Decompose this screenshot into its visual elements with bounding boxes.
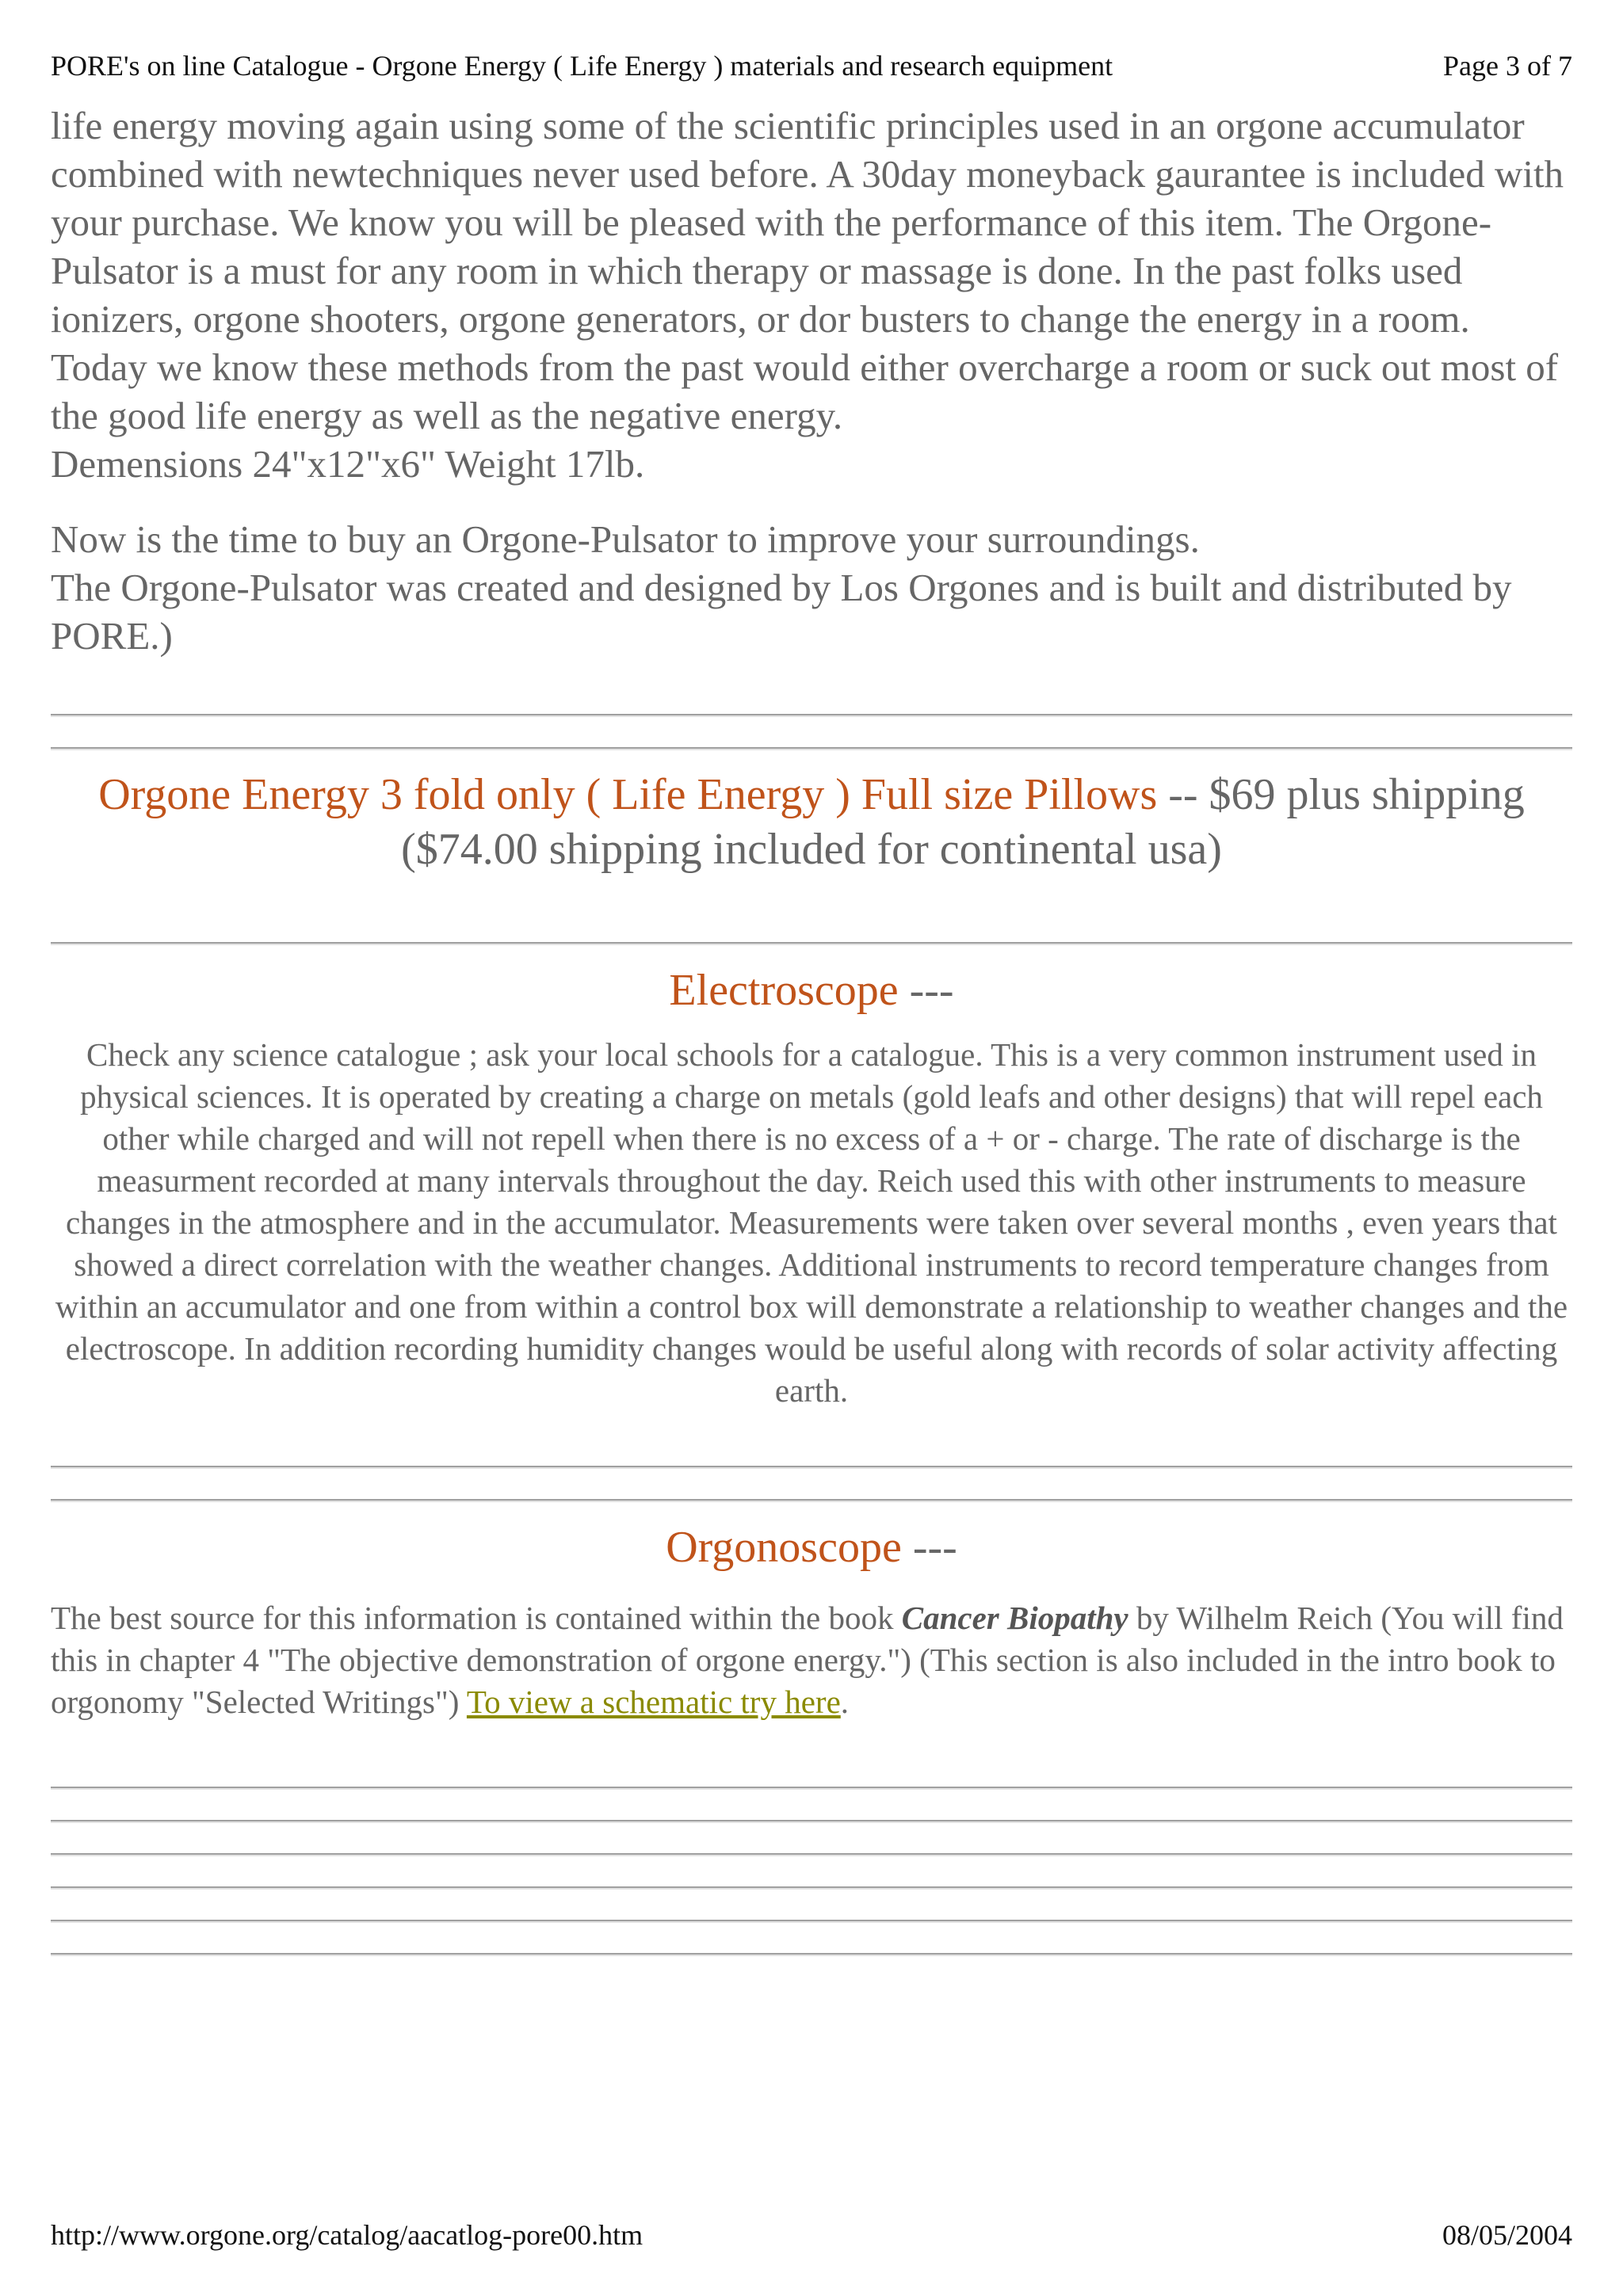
- pillows-shipping-note: ($74.00 shipping included for continental usa): [401, 825, 1222, 874]
- electroscope-body: Check any science catalogue ; ask your local schools for a catalogue. This is a very common instrument used in physical sciences. It is operated by creating a charge on metals (gold leafs and other designs) that will repel each other while charged and will not repell when there is no excess of a + or - charge. The rate of discharge is the measurment recorded at many intervals throughout the day. Reich used this with other instruments to measure changes in the atmosphere and in the accumulator. Measurements were taken over several months , even years that showed a direct correlation with the weather changes. Additional instruments to record temperature changes from within an accumulator and one from within a control box will demonstrate a relationship to weather changes and the electroscope. In addition recording humidity changes would be useful along with records of solar activity affecting earth.: [55, 1036, 1568, 1409]
- print-date: 08/05/2004: [1442, 2219, 1572, 2251]
- print-header: [51, 49, 1572, 89]
- pillows-name: Orgone Energy 3 fold only ( Life Energy ) Full size Pillows: [98, 770, 1158, 819]
- pulsator-section: [51, 101, 1572, 660]
- divider: [51, 942, 1572, 945]
- orgonoscope-period: .: [840, 1684, 850, 1720]
- pulsator-dimensions: Demensions 24"x12"x6" Weight 17lb.: [51, 442, 645, 486]
- pulsator-credit: The Orgone-Pulsator was created and designed by Los Orgones and is built and distributed by PORE.): [51, 566, 1512, 658]
- schematic-link[interactable]: To view a schematic try here: [466, 1684, 841, 1720]
- main-content: [51, 101, 1572, 1956]
- page-url: http://www.orgone.org/catalog/aacatlog-pore00.htm: [51, 2219, 643, 2251]
- pillows-section: [51, 768, 1572, 877]
- divider: [51, 1787, 1572, 1790]
- orgonoscope-text-after: by Wilhelm Reich (You will find this in chapter 4 "The objective demonstration of orgone energy.") (This section is also included in the intro book to orgonomy "Selected Writings"): [51, 1600, 1564, 1720]
- pulsator-buy-line: Now is the time to buy an Orgone-Pulsator to improve your surroundings.: [51, 517, 1200, 561]
- electroscope-title: Electroscope: [669, 966, 899, 1015]
- divider: [51, 1820, 1572, 1823]
- page-number: Page 3 of 7: [1443, 50, 1572, 82]
- pulsator-description: [51, 101, 1572, 488]
- divider: [51, 747, 1572, 750]
- divider: [51, 1499, 1572, 1502]
- electroscope-dashes: ---: [909, 966, 954, 1015]
- orgonoscope-section: [51, 1520, 1572, 1723]
- pillows-price: -- $69 plus shipping: [1168, 770, 1525, 819]
- divider: [51, 1920, 1572, 1923]
- orgonoscope-heading: [51, 1520, 1572, 1575]
- divider: [51, 1886, 1572, 1890]
- electroscope-section: [51, 963, 1572, 1412]
- pulsator-paragraph: life energy moving again using some of the scientific principles used in an orgone accumulator combined with newtechniques never used before. A 30day moneyback gaurantee is included with your purchase. We know you will be pleased with the performance of this item. The Orgone-Pulsator is a must for any room in which therapy or massage is done. In the past folks used ionizers, orgone shooters, orgone generators, or dor busters to change the energy in a room. Today we know these methods from the past would either overcharge a room or suck out most of the good life energy as well as the negative energy.: [51, 104, 1564, 437]
- divider: [51, 714, 1572, 717]
- orgonoscope-dashes: ---: [912, 1523, 957, 1572]
- print-footer: [51, 2218, 1572, 2258]
- pulsator-buy-text: [51, 515, 1572, 660]
- orgonoscope-title: Orgonoscope: [666, 1523, 902, 1572]
- divider: [51, 1853, 1572, 1856]
- pillows-heading: [51, 768, 1572, 877]
- divider: [51, 1953, 1572, 1956]
- orgonoscope-body: [51, 1597, 1572, 1723]
- orgonoscope-text-before: The best source for this information is contained within the book: [51, 1600, 902, 1636]
- electroscope-heading: [51, 963, 1572, 1018]
- page-title: PORE's on line Catalogue - Orgone Energy ( Life Energy ) materials and research equipment: [51, 50, 1113, 82]
- divider: [51, 1466, 1572, 1469]
- book-title: Cancer Biopathy: [901, 1600, 1128, 1636]
